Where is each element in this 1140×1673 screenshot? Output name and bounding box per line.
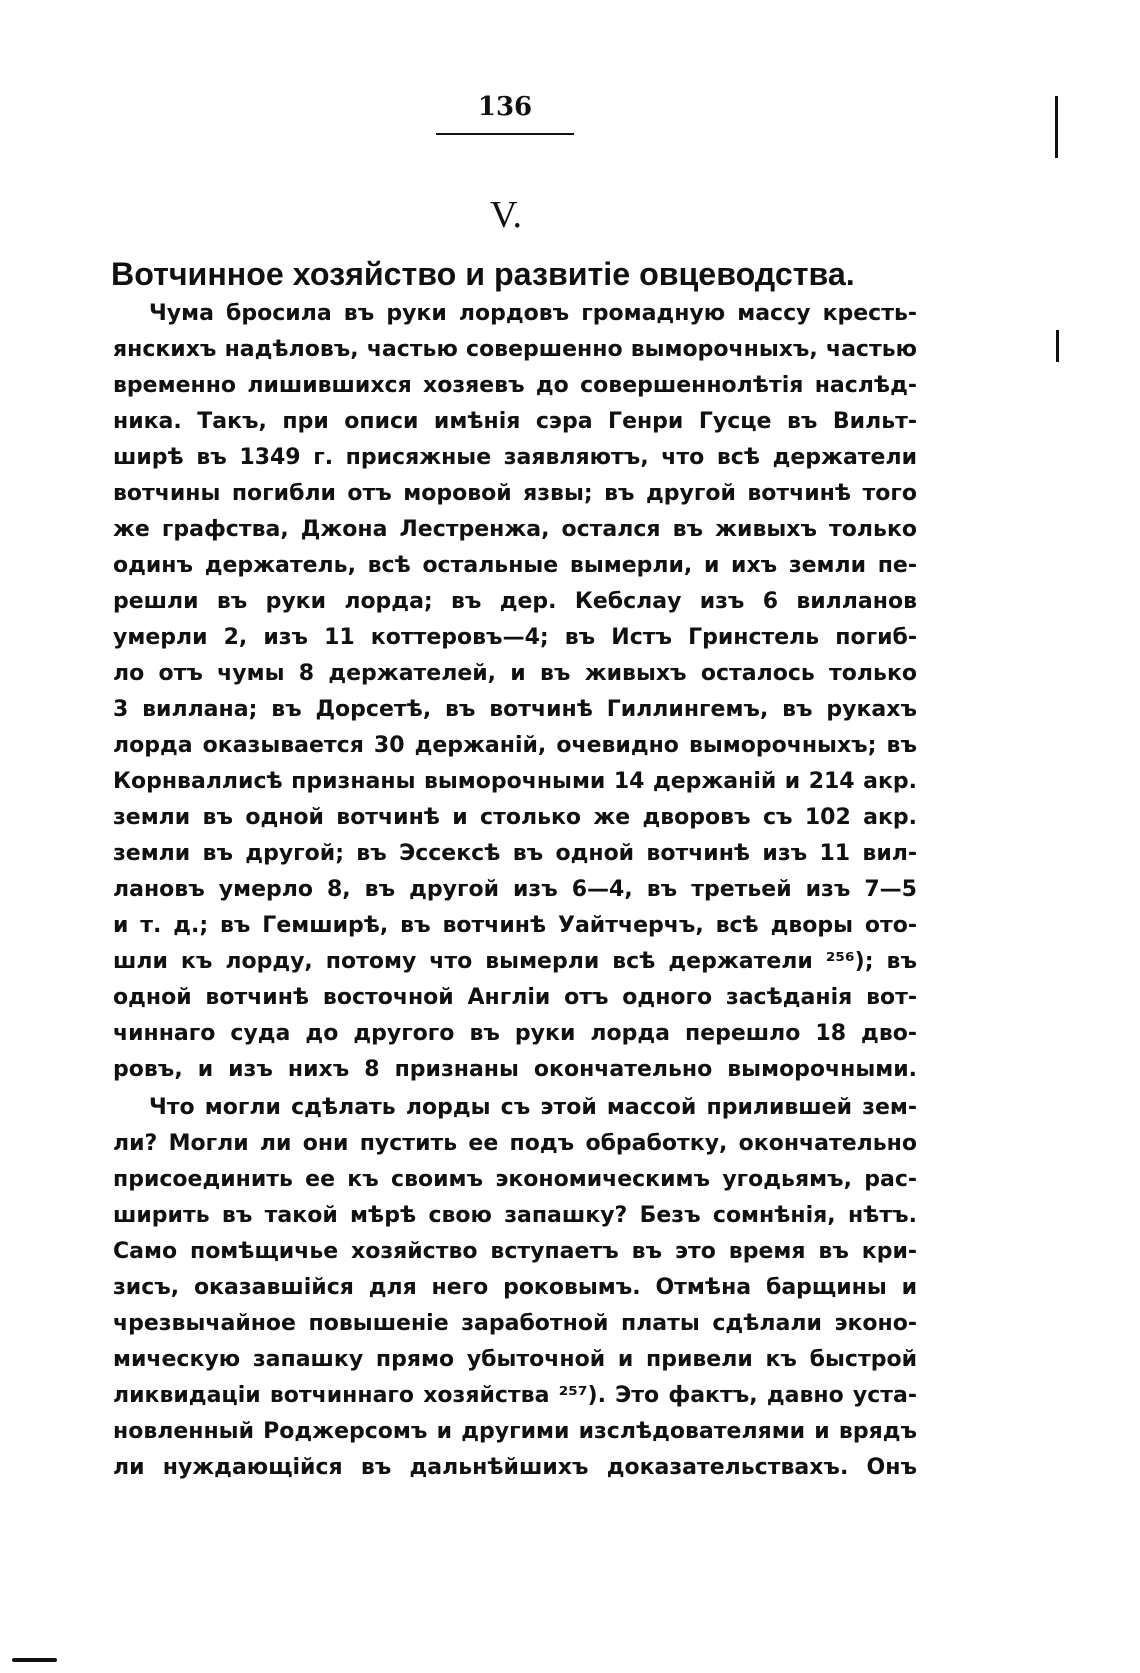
text-line: зисъ, оказавшійся для него роковымъ. Отмѣна барщины и: [113, 1275, 917, 1300]
scan-edge-mark: [1055, 96, 1058, 158]
text-line: ширѣ въ 1349 г. присяжные заявляютъ, что всѣ держатели: [113, 445, 917, 470]
text-line: вотчины погибли отъ моровой язвы; въ другой вотчинѣ того: [113, 481, 917, 506]
text-line: чрезвычайное повышеніе заработной платы сдѣлали эконо-: [113, 1311, 917, 1336]
text-line: Корнваллисѣ признаны выморочными 14 держаній и 214 акр.: [113, 769, 917, 794]
page-number: 136: [477, 92, 533, 122]
text-line: Что могли сдѣлать лорды съ этой массой прилившей зем-: [149, 1095, 917, 1120]
text-line: земли въ одной вотчинѣ и столько же дворовъ съ 102 акр.: [113, 805, 917, 830]
text-line: новленный Роджерсомъ и другими изслѣдователями и врядъ: [113, 1419, 917, 1444]
text-line: чиннаго суда до другого въ руки лорда перешло 18 дво-: [113, 1021, 917, 1046]
text-line: одинъ держатель, всѣ остальные вымерли, и ихъ земли пе-: [113, 553, 917, 578]
text-line: ли? Могли ли они пустить ее подъ обработку, окончательно: [113, 1131, 917, 1156]
text-line: ширить въ такой мѣрѣ свою запашку? Безъ сомнѣнія, нѣтъ.: [113, 1203, 917, 1228]
text-line: земли въ другой; въ Эссексѣ въ одной вотчинѣ изъ 11 вил-: [113, 841, 917, 866]
scan-corner-mark: [12, 1658, 57, 1662]
text-line: мическую запашку прямо убыточной и привели къ быстрой: [113, 1347, 917, 1372]
text-line: янскихъ надѣловъ, частью совершенно выморочныхъ, частью: [113, 337, 917, 362]
text-line: временно лишившихся хозяевъ до совершеннолѣтія наслѣд-: [113, 373, 917, 398]
text-line: ликвидаціи вотчиннаго хозяйства ²⁵⁷). Это фактъ, давно уста-: [113, 1383, 917, 1408]
chapter-title: Вотчинное хозяйство и развитіе овцеводства.: [111, 256, 855, 292]
text-line: ло отъ чумы 8 держателей, и въ живыхъ осталось только: [113, 661, 917, 686]
text-line: решли въ руки лорда; въ дер. Кебслау изъ 6 вилланов: [113, 589, 917, 614]
text-line: ровъ, и изъ нихъ 8 признаны окончательно выморочными.: [113, 1057, 917, 1082]
scan-edge-mark: [1056, 330, 1059, 362]
text-line: 3 виллана; въ Дорсетѣ, въ вотчинѣ Гиллингемъ, въ рукахъ: [113, 697, 917, 722]
text-line: шли къ лорду, потому что вымерли всѣ держатели ²⁵⁶); въ: [113, 949, 917, 974]
paragraph-1: [113, 296, 917, 1088]
text-line: умерли 2, изъ 11 коттеровъ—4; въ Истъ Гринстель погиб-: [113, 625, 917, 650]
text-line: Чума бросила въ руки лордовъ громадную массу кресть-: [149, 301, 917, 326]
chapter-number: V.: [489, 194, 523, 236]
text-line: ли нуждающійся въ дальнѣйшихъ доказательствахъ. Онъ: [113, 1455, 917, 1480]
text-line: и т. д.; въ Гемширѣ, въ вотчинѣ Уайтчерчъ, всѣ дворы ото-: [113, 913, 917, 938]
page-number-rule: [436, 133, 574, 135]
text-line: Само помѣщичье хозяйство вступаетъ въ это время въ кри-: [113, 1239, 917, 1264]
text-line: лорда оказывается 30 держаній, очевидно выморочныхъ; въ: [113, 733, 917, 758]
text-line: присоединить ее къ своимъ экономическимъ угодьямъ, рас-: [113, 1167, 917, 1192]
text-line: ника. Такъ, при описи имѣнія сэра Генри Гусце въ Вильт-: [113, 409, 917, 434]
text-line: одной вотчинѣ восточной Англіи отъ одного засѣданія вот-: [113, 985, 917, 1010]
text-line: лановъ умерло 8, въ другой изъ 6—4, въ третьей изъ 7—5: [113, 877, 917, 902]
paragraph-2: [113, 1090, 917, 1486]
text-line: же графства, Джона Лестренжа, остался въ живыхъ только: [113, 517, 917, 542]
